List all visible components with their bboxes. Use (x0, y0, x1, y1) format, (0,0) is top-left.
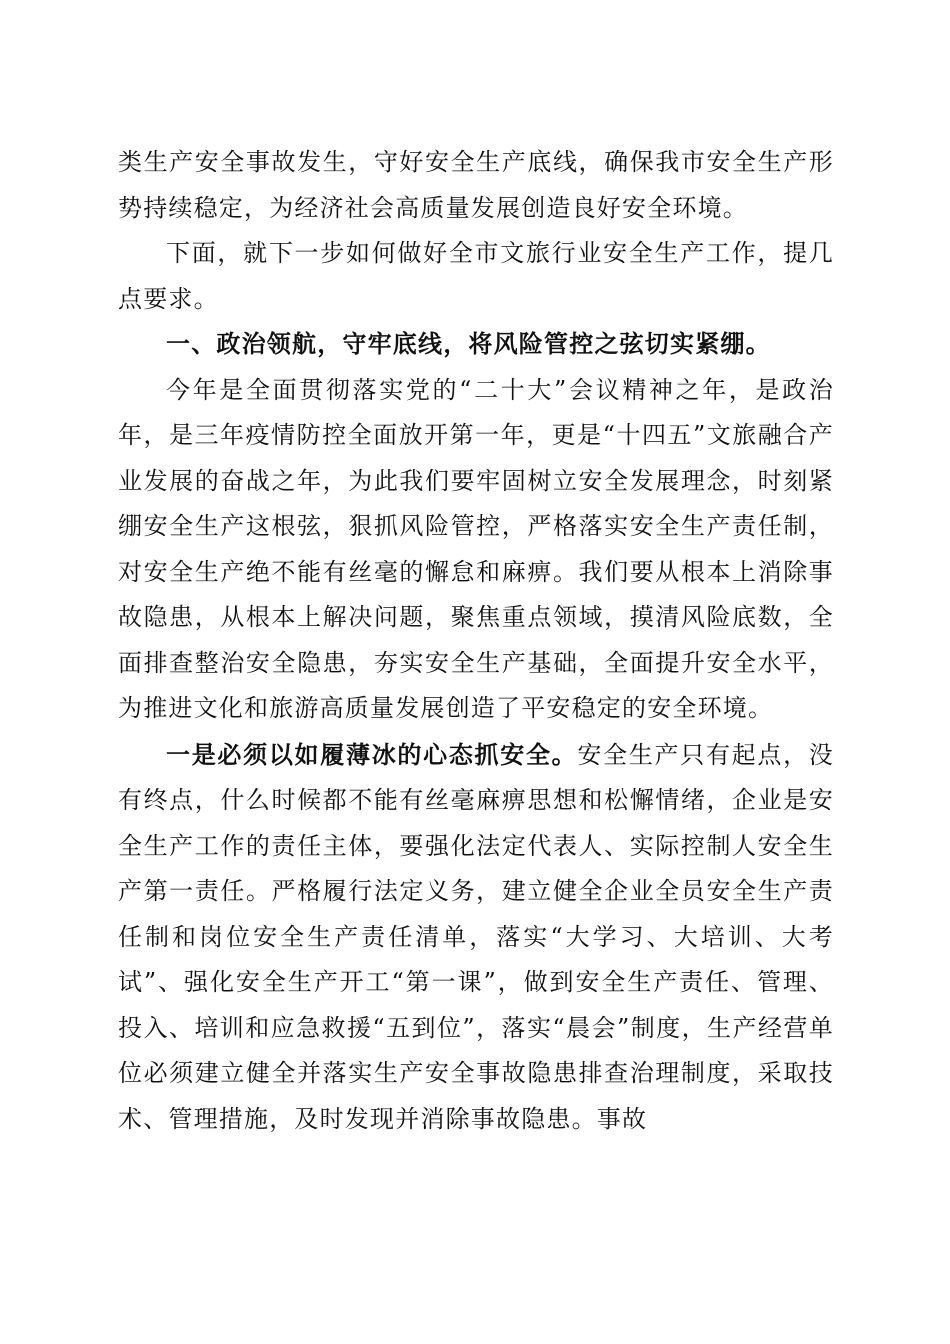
paragraph-section-1-body: 今年是全面贯彻落实党的“二十大”会议精神之年，是政治年，是三年疫情防控全面放开第一年，更是“十四五”文旅融合产业发展的奋战之年，为此我们要牢固树立安全发展理念，时刻紧绷安全生产这根弦，狠抓风险管控，严格落实安全生产责任制，对安全生产绝不能有丝毫的懈怠和麻痹。我们要从根本上消除事故隐患，从根本上解决问题，聚焦重点领域，摸清风险底数，全面排查整治安全隐患，夯实安全生产基础，全面提升安全水平，为推进文化和旅游高质量发展创造了平安稳定的安全环境。 (118, 375, 834, 722)
point-1-lead: 一是必须以如履薄冰的心态抓安全。 (166, 739, 578, 769)
paragraph-intro: 下面，就下一步如何做好全市文旅行业安全生产工作，提几点要求。 (118, 239, 834, 313)
section-heading-1: 一、政治领航，守牢底线，将风险管控之弦切实紧绷。 (166, 330, 771, 358)
point-1-text: 安全生产只有起点，没有终点，什么时候都不能有丝毫麻痹思想和松懈情绪，企业是安全生产工作的责任主体，要强化法定代表人、实际控制人安全生产第一责任。严格履行法定义务，建立健全企业全员安全生产责任制和岗位安全生产责任清单，落实“大学习、大培训、大考试”、强化安全生产开工“第一课”，做到安全生产责任、管理、投入、培训和应急救援“五到位”，落实“晨会”制度，生产经营单位必须建立健全并落实生产安全事故隐患排查治理制度，采取技术、管理措施，及时发现并消除事故隐患。事故 (118, 740, 834, 1133)
document-body (118, 140, 834, 1142)
paragraph-point-1 (118, 732, 834, 1143)
paragraph-continuation: 类生产安全事故发生，守好安全生产底线，确保我市安全生产形势持续稳定，为经济社会高质量发展创造良好安全环境。 (118, 148, 834, 222)
